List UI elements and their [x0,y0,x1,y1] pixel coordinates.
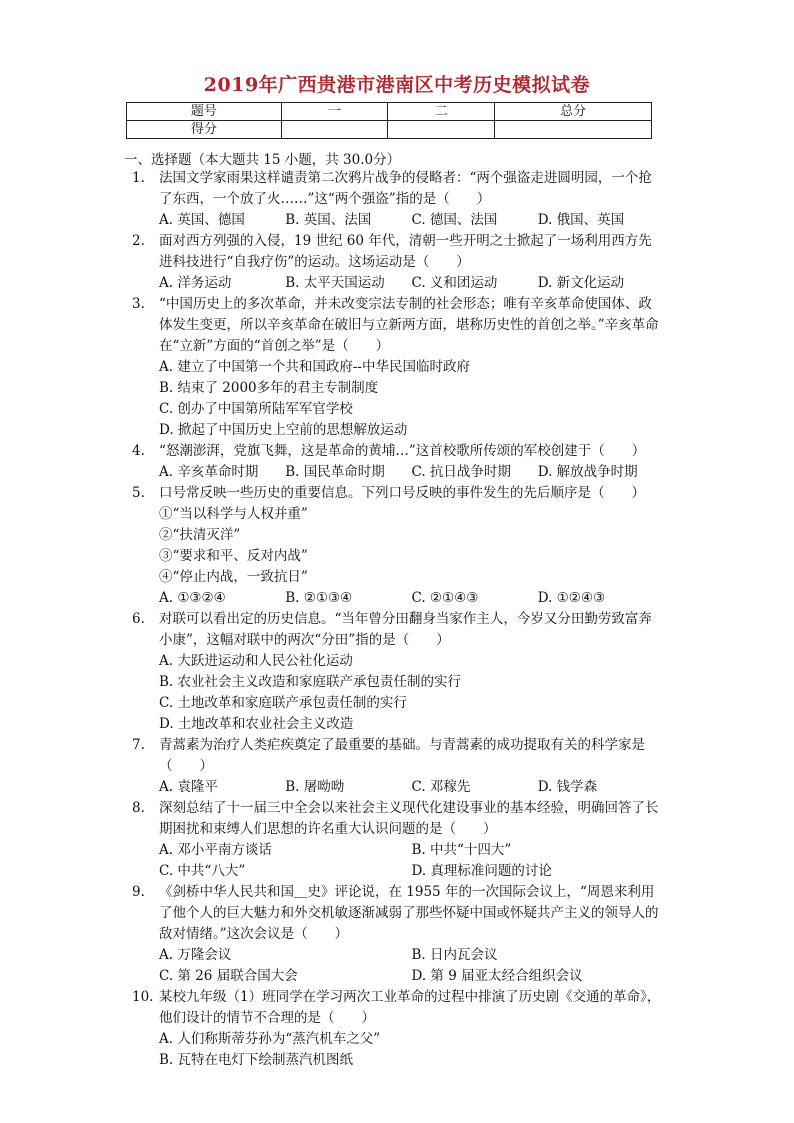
answer-option[interactable]: B. 中共“十四大” [411,842,512,858]
answer-options-row [159,273,664,294]
answer-option[interactable]: A. 袁隆平 [159,779,218,795]
answer-option[interactable]: D. 真理标准问题的讨论 [411,863,552,879]
question-number: 2. [132,233,145,249]
question-item [124,441,664,483]
question-text: 法国文学家雨果这样谴责第二次鸦片战争的侵略者：“两个强盗走进圆明园，一个抢了东西，一个放了火……”这“两个强盗”指的是（ ） [159,170,652,207]
answer-option[interactable]: C. 义和团运动 [411,275,498,291]
answer-option[interactable]: D. 掀起了中国历史上空前的思想解放运动 [159,422,408,438]
answer-option[interactable]: D. ①②④③ [537,590,606,606]
question-statement: ③“要求和平、反对内战” [159,548,308,564]
answer-option[interactable]: A. 人们称斯蒂芬孙为“蒸汽机车之父” [159,1031,381,1047]
question-item [124,987,664,1071]
answer-option[interactable]: A. 英国、德国 [159,212,245,228]
answer-option[interactable]: C. 邓稼先 [411,779,471,795]
score-cell [388,121,495,139]
question-number: 1. [132,170,145,186]
question-number: 3. [132,296,145,312]
answer-options-row [159,210,664,231]
score-table [126,102,652,139]
question-number: 7. [132,737,145,753]
answer-option[interactable]: B. 结束了 2000多年的君主专制制度 [159,380,379,396]
answer-option[interactable]: D. 土地改革和农业社会主义改造 [159,716,354,732]
question-number: 8. [132,800,145,816]
question-item [124,231,664,294]
answer-options-row [159,840,664,861]
answer-option[interactable]: B. ②①③④ [285,590,353,606]
question-item [124,882,664,987]
answer-options-row [159,861,664,882]
answer-option[interactable]: B. 英国、法国 [285,212,372,228]
answer-option[interactable]: C. 土地改革和家庭联产承包责任制的实行 [159,695,407,711]
exam-title: 2019年广西贵港市港南区中考历史模拟试卷 [203,74,591,96]
score-table-score-row [127,121,652,139]
answer-options-row [159,966,664,987]
answer-option[interactable]: D. 第 9 届亚太经合组织会议 [411,968,583,984]
answer-option[interactable]: B. 太平天国运动 [285,275,385,291]
question-statement: ①“当以科学与人权并重” [159,506,308,522]
score-cell [495,121,652,139]
answer-option[interactable]: B. 瓦特在电灯下绘制蒸汽机图纸 [159,1052,354,1068]
answer-option[interactable]: B. 农业社会主义改造和家庭联产承包责任制的实行 [159,674,462,690]
question-item [124,798,664,882]
question-text: “中国历史上的多次革命，并未改变宗法专制的社会形态；唯有辛亥革命使国体、政体发生变更，所以辛亥革命在破旧与立新两方面，堪称历史性的首创之举。”辛亥革命在“立新”方面的“首创之举”是（ ） [159,296,659,354]
score-table-header-row [127,103,652,121]
question-text: 口号常反映一些历史的重要信息。下列口号反映的事件发生的先后顺序是（ ） [159,485,645,501]
question-list [124,168,664,1071]
score-header-cell: 总分 [495,103,652,121]
question-statement: ④“停止内战，一致抗日” [159,569,308,585]
answer-option[interactable]: D. 钱学森 [537,779,598,795]
answer-option[interactable]: A. 邓小平南方谈话 [159,842,272,858]
score-cell [281,121,388,139]
question-text: 青蒿素为治疗人类疟疾奠定了最重要的基础。与青蒿素的成功提取有关的科学家是（ ） [159,737,645,774]
question-item [124,168,664,231]
answer-option[interactable]: A. 万隆会议 [159,947,232,963]
question-number: 4. [132,443,145,459]
answer-option[interactable]: A. 辛亥革命时期 [159,464,259,480]
question-text: 面对西方列强的入侵，19 世纪 60 年代，清朝一些开明之士掀起了一场利用西方先进科技进行“自我疗伤”的运动。这场运动是（ ） [159,233,652,270]
answer-option[interactable]: C. 中共“八大” [159,863,246,879]
answer-option[interactable]: A. 建立了中国第一个共和国政府--中华民国临时政府 [159,359,470,375]
answer-option[interactable]: A. 洋务运动 [159,275,232,291]
section-heading: 一、选择题（本大题共 15 小题，共 30.0分） [124,152,401,168]
question-item [124,483,664,609]
answer-options-row [159,462,664,483]
answer-option[interactable]: C. 创办了中国第所陆军军官学校 [159,401,353,417]
answer-option[interactable]: D. 解放战争时期 [537,464,638,480]
score-row-label: 得分 [127,121,282,139]
answer-option[interactable]: B. 屠呦呦 [285,779,345,795]
score-header-cell: 二 [388,103,495,121]
answer-options-row [159,588,664,609]
score-header-cell: 题号 [127,103,282,121]
question-number: 10. [132,989,154,1005]
question-text: “怒潮澎湃，党旗飞舞，这是革命的黄埔…”这首校歌所传颂的军校创建于（ ） [159,443,646,459]
question-number: 9. [132,884,145,900]
answer-option[interactable]: B. 日内瓦会议 [411,947,498,963]
score-header-cell: 一 [281,103,388,121]
question-statement: ②“扶清灭洋” [159,527,241,543]
question-text: 《剑桥中华人民共和国＿史》评论说，在 1955 年的一次国际会议上，“周恩来利用了他个人的巨大魅力和外交机敏逐渐减弱了那些怀疑中国或怀疑共产主义的领导人的敌对情绪。”这次会议是（ ） [159,884,659,942]
answer-options-row [159,945,664,966]
answer-option[interactable]: A. 大跃进运动和人民公社化运动 [159,653,353,669]
answer-option[interactable]: B. 国民革命时期 [285,464,385,480]
question-item [124,735,664,798]
answer-option[interactable]: C. 第 26 届联合国大会 [159,968,298,984]
answer-option[interactable]: A. ①③②④ [159,590,226,606]
question-text: 对联可以看出定的历史信息。“当年曾分田翻身当家作主人，今岁又分田勤劳致富奔小康”，这幅对联中的两次“分田”指的是（ ） [159,611,652,648]
question-item [124,609,664,735]
answer-option[interactable]: D. 俄国、英国 [537,212,625,228]
question-number: 6. [132,611,145,627]
answer-option[interactable]: C. 德国、法国 [411,212,498,228]
question-number: 5. [132,485,145,501]
answer-option[interactable]: C. 抗日战争时期 [411,464,511,480]
answer-option[interactable]: C. ②①④③ [411,590,479,606]
question-text: 某校九年级（1）班同学在学习两次工业革命的过程中排演了历史剧《交通的革命》，他们设计的情节不合理的是（ ） [159,989,661,1026]
answer-options-row [159,777,664,798]
question-text: 深刻总结了十一届三中全会以来社会主义现代化建设事业的基本经验，明确回答了长期困扰和束缚人们思想的许名重大认识问题的是（ ） [159,800,659,837]
question-item [124,294,664,441]
answer-option[interactable]: D. 新文化运动 [537,275,625,291]
